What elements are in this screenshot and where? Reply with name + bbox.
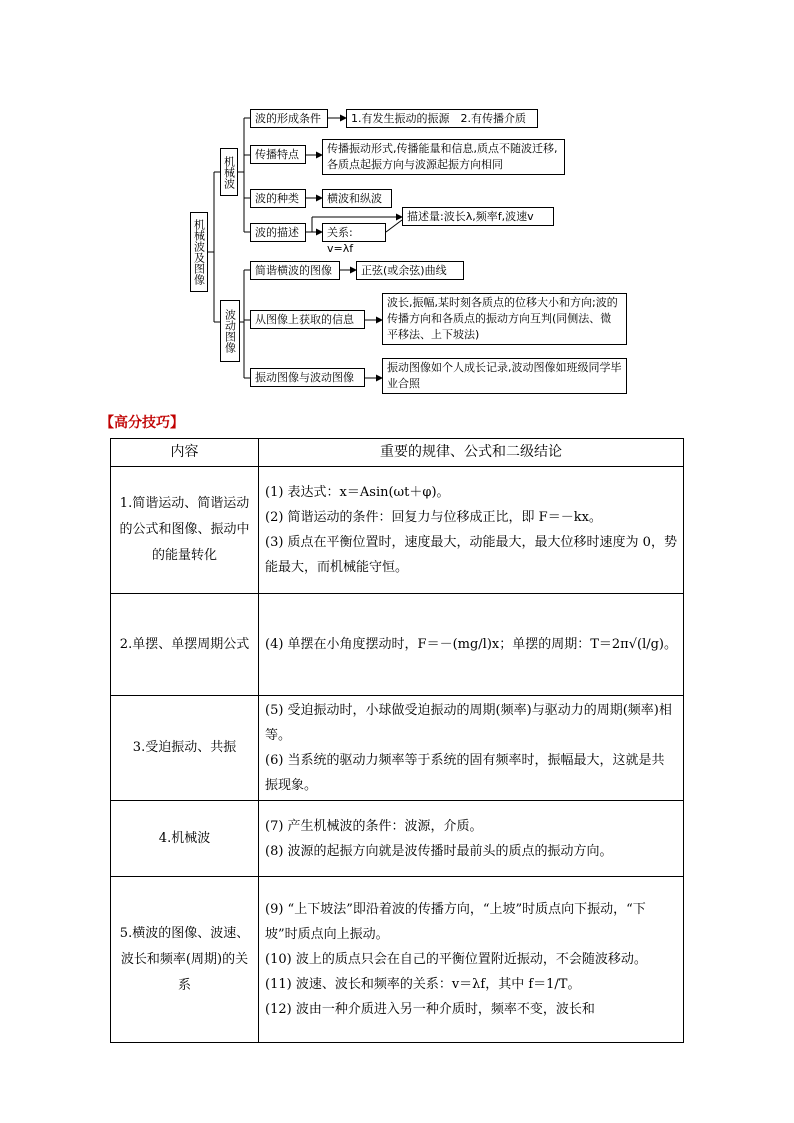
rule-item: (5) 受迫振动时，小球做受迫振动的周期(频率)与驱动力的周期(频率)相等。 [265, 703, 672, 743]
node-description-quantities: 描述量:波长λ,频率f,波速v [402, 207, 554, 226]
rule-item: (8) 波源的起振方向就是波传播时最前头的质点的振动方向。 [265, 843, 613, 859]
tips-table [110, 438, 684, 1043]
node-wave-condition: 波的形成条件 [250, 109, 328, 128]
row-topic: 2.单摆、单摆周期公式 [111, 594, 259, 696]
row-rules [259, 594, 684, 696]
row-rules [259, 877, 684, 1043]
node-graph-compare: 振动图像与波动图像 [250, 368, 365, 387]
row-topic: 3.受迫振动、共振 [111, 696, 259, 801]
branch-mechanical-wave: 机械波 [220, 148, 238, 196]
node-shm-graph-detail: 正弦(或余弦)曲线 [356, 261, 464, 280]
row-rules [259, 801, 684, 877]
table-row [111, 467, 684, 594]
node-wave-condition-detail: 1.有发生振动的振源 2.有传播介质 [346, 109, 538, 128]
row-topic: 1.简谐运动、简谐运动的公式和图像、振动中的能量转化 [111, 467, 259, 594]
rule-item: (10) 波上的质点只会在自己的平衡位置附近振动，不会随波移动。 [265, 952, 647, 967]
node-propagation-feature-detail: 传播振动形式,传播能量和信息,质点不随波迁移,各质点起振方向与波源起振方向相同 [322, 139, 565, 175]
table-row [111, 696, 684, 801]
rule-item: (11) 波速、波长和频率的关系：v＝λf，其中 f＝1/T。 [265, 977, 581, 992]
node-graph-info-detail: 波长,振幅,某时刻各质点的位移大小和方向;波的传播方向和各质点的振动方向互判(同侧法、微平移法、上下坡法) [382, 293, 627, 345]
row-topic: 5.横波的图像、波速、波长和频率(周期)的关系 [111, 877, 259, 1043]
node-graph-info: 从图像上获取的信息 [250, 310, 365, 329]
header-content: 内容 [111, 439, 259, 467]
row-topic: 4.机械波 [111, 801, 259, 877]
rule-item: (9) “上下坡法”即沿着波的传播方向，“上坡”时质点向下振动，“下坡”时质点向上振动。 [265, 902, 646, 942]
row-rules [259, 696, 684, 801]
table-header-row [111, 439, 684, 467]
section-title: 【高分技巧】 [100, 415, 184, 431]
table-row [111, 594, 684, 696]
branch-wave-graph: 波动图像 [220, 300, 240, 362]
table-row [111, 801, 684, 877]
node-shm-graph: 简谐横波的图像 [250, 261, 340, 280]
rule-item: (2) 简谐运动的条件：回复力与位移成正比，即 F＝－kx。 [265, 510, 602, 525]
node-wave-types-detail: 横波和纵波 [322, 189, 392, 208]
rule-item: (3) 质点在平衡位置时，速度最大，动能最大，最大位移时速度为 0，势能最大，而机械能守恒。 [265, 535, 677, 575]
row-rules [259, 467, 684, 594]
node-description-relation: 关系: v=λf [322, 223, 386, 242]
rule-item: (1) 表达式：x＝Asin(ωt＋φ)。 [265, 485, 450, 500]
node-propagation-feature: 传播特点 [250, 145, 306, 164]
rule-item: (4) 单摆在小角度摆动时，F＝－(mg/l)x；单摆的周期：T＝2π√(l/g)。 [265, 637, 678, 652]
node-wave-description: 波的描述 [250, 223, 306, 242]
node-wave-types: 波的种类 [250, 189, 306, 208]
header-rules: 重要的规律、公式和二级结论 [259, 439, 684, 467]
rule-item: (7) 产生机械波的条件：波源，介质。 [265, 818, 483, 834]
rule-item: (6) 当系统的驱动力频率等于系统的固有频率时，振幅最大，这就是共振现象。 [265, 753, 665, 793]
mindmap-root: 机械波及图像 [190, 212, 208, 292]
rule-item: (12) 波由一种介质进入另一种介质时，频率不变，波长和 [265, 1002, 595, 1017]
node-graph-compare-detail: 振动图像如个人成长记录,波动图像如班级同学毕业合照 [382, 358, 627, 394]
table-row [111, 877, 684, 1043]
